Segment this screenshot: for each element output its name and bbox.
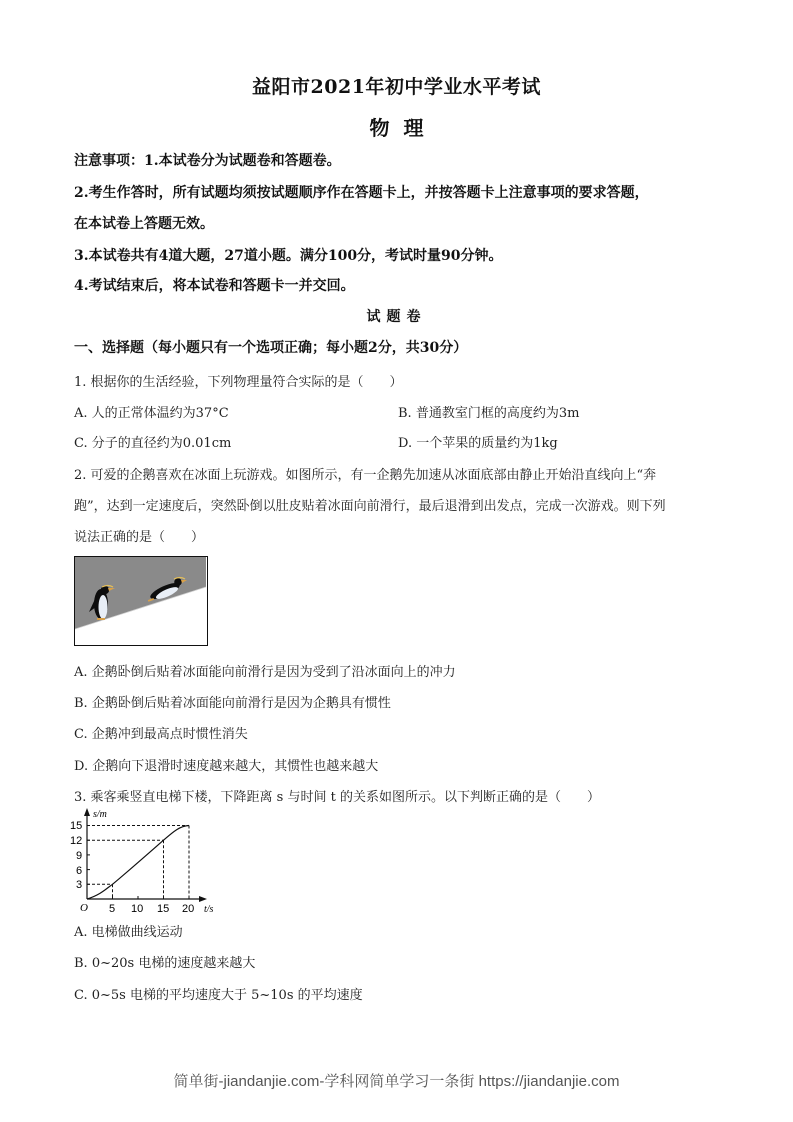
svg-text:6: 6 <box>76 865 83 877</box>
exam-title: 益阳市2021年初中学业水平考试 <box>252 76 541 98</box>
svg-text:O: O <box>80 902 88 914</box>
question-1-option-a: A. 人的正常体温约为37°C <box>74 406 229 421</box>
x-axis-label: t/s <box>204 904 214 915</box>
question-3-stem: 3. 乘客乘竖直电梯下楼，下降距离 s 与时间 t 的关系如图所示。以下判断正确的是（ ） <box>74 790 600 805</box>
svg-text:15: 15 <box>157 903 170 915</box>
svg-text:9: 9 <box>76 850 83 862</box>
question-2-stem-line-1: 2. 可爱的企鹅喜欢在冰面上玩游戏。如图所示，有一企鹅先加速从冰面底部由静止开始沿直线向上“奔 <box>74 468 657 483</box>
question-2-stem-line-3: 说法正确的是（ ） <box>74 530 205 545</box>
y-axis-label: s/m <box>93 809 107 820</box>
question-2-stem-line-2: 跑”，达到一定速度后，突然卧倒以肚皮贴着冰面向前滑行，最后退滑到出发点，完成一次游戏。则下列 <box>74 499 666 514</box>
question-2-option-a: A. 企鹅卧倒后贴着冰面能向前滑行是因为受到了沿冰面向上的冲力 <box>74 665 456 680</box>
penguins-on-ice-slope-icon <box>75 557 206 644</box>
svg-text:15: 15 <box>70 820 83 832</box>
question-1-stem: 1. 根据你的生活经验，下列物理量符合实际的是（ ） <box>74 375 403 390</box>
notice-line-4: 3.本试卷共有4道大题，27道小题。满分100分，考试时量90分钟。 <box>74 248 503 264</box>
notice-line-2: 2.考生作答时，所有试题均须按试题顺序作在答题卡上，并按答题卡上注意事项的要求答题， <box>74 185 649 201</box>
question-3-option-c: C. 0~5s 电梯的平均速度大于 5~10s 的平均速度 <box>74 988 363 1003</box>
question-2-option-c: C. 企鹅冲到最高点时惯性消失 <box>74 727 248 742</box>
question-3-option-b: B. 0~20s 电梯的速度越来越大 <box>74 956 256 971</box>
svg-text:3: 3 <box>76 879 83 891</box>
footer-watermark: 简单街-jiandanjie.com-学科网简单学习一条街 https://jiandanjie.com <box>173 1073 620 1090</box>
question-3-option-a: A. 电梯做曲线运动 <box>74 925 183 940</box>
question-1-option-d: D. 一个苹果的质量约为1kg <box>398 436 558 451</box>
penguin-figure <box>74 556 208 646</box>
question-1-option-b: B. 普通教室门框的高度约为3m <box>398 406 580 421</box>
notice-line-1: 注意事项：1.本试卷分为试题卷和答题卷。 <box>74 153 341 169</box>
svg-text:20: 20 <box>182 903 195 915</box>
svg-text:10: 10 <box>131 903 144 915</box>
question-2-option-d: D. 企鹅向下退滑时速度越来越大，其惯性也越来越大 <box>74 759 379 774</box>
question-2-option-b: B. 企鹅卧倒后贴着冰面能向前滑行是因为企鹅具有惯性 <box>74 696 391 711</box>
s-t-graph-icon <box>70 806 230 918</box>
svg-text:12: 12 <box>70 835 83 847</box>
exam-subject: 物理 <box>369 116 438 140</box>
s-t-chart <box>70 806 230 918</box>
notice-line-5: 4.考试结束后，将本试卷和答题卡一并交回。 <box>74 278 355 294</box>
section-heading: 试题卷 <box>366 309 427 325</box>
svg-text:5: 5 <box>109 903 116 915</box>
question-1-option-c: C. 分子的直径约为0.01cm <box>74 436 232 451</box>
section-title: 一、选择题（每小题只有一个选项正确；每小题2分，共30分） <box>74 340 468 356</box>
notice-line-3: 在本试卷上答题无效。 <box>74 216 214 232</box>
